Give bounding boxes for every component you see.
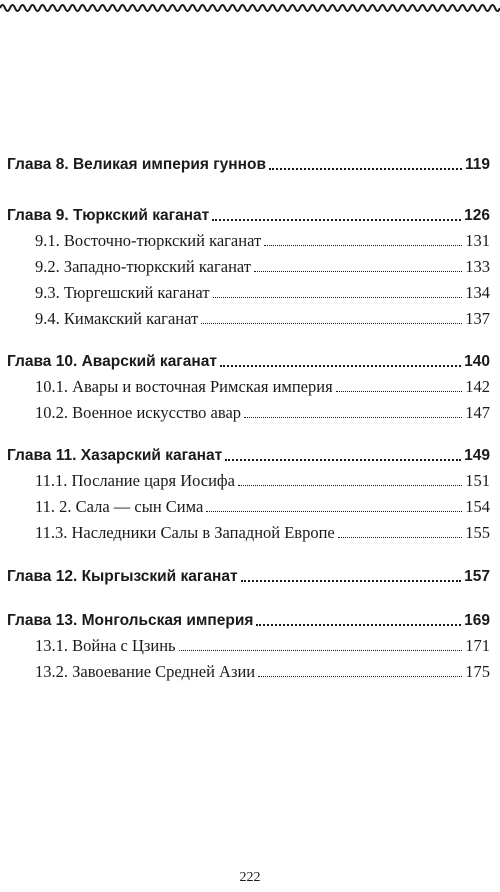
- dot-leader: [225, 459, 461, 461]
- toc-entry-section-10-1[interactable]: [0, 373, 500, 397]
- toc-entry-title: 11.3. Наследники Салы в Западной Европе: [35, 523, 335, 542]
- toc-entry-page: 171: [465, 636, 490, 655]
- toc-entry-section-9-4[interactable]: [0, 305, 500, 329]
- toc-entry-page: 119: [464, 156, 490, 173]
- toc-entry-section-9-2[interactable]: [0, 253, 500, 277]
- dot-leader: [238, 485, 462, 486]
- toc-entry-title: Глава 12. Кыргызский каганат: [7, 568, 238, 585]
- dot-leader: [212, 219, 461, 221]
- toc-entry-title: Глава 9. Тюркский каганат: [7, 207, 210, 224]
- toc-entry-page: 154: [465, 497, 490, 516]
- toc-entry-title: 13.2. Завоевание Средней Азии: [35, 662, 256, 681]
- toc-entry-chapter-9[interactable]: [0, 201, 500, 225]
- toc-entry-page: 155: [465, 523, 490, 542]
- dot-leader: [220, 365, 461, 367]
- dot-leader: [336, 391, 463, 392]
- toc-entry-page: 131: [465, 231, 490, 250]
- toc-entry-section-13-1[interactable]: [0, 632, 500, 656]
- dot-leader: [179, 650, 463, 651]
- toc-entry-title: Глава 13. Монгольская империя: [7, 612, 254, 629]
- dot-leader: [213, 297, 463, 298]
- toc-entry-section-11-1[interactable]: [0, 467, 500, 491]
- toc-entry-page: 169: [464, 612, 490, 629]
- toc-entry-page: 157: [464, 568, 490, 585]
- toc-entry-title: 11.1. Послание царя Иосифа: [35, 471, 235, 490]
- toc-entry-title: 9.2. Западно-тюркский каганат: [35, 257, 252, 276]
- decorative-border-ornament: [0, 0, 500, 22]
- toc-entry-title: Глава 11. Хазарский каганат: [7, 447, 223, 464]
- toc-entry-title: Глава 10. Аварский каганат: [7, 353, 217, 370]
- toc-entry-title: 9.1. Восточно-тюркский каганат: [35, 231, 262, 250]
- toc-entry-title: 9.3. Тюргешский каганат: [35, 283, 210, 302]
- toc-entry-chapter-10[interactable]: [0, 347, 500, 371]
- toc-entry-page: 142: [465, 377, 490, 396]
- toc-entry-page: 133: [465, 257, 490, 276]
- dot-leader: [241, 580, 462, 582]
- toc-entry-section-9-3[interactable]: [0, 279, 500, 303]
- toc-entry-section-13-2[interactable]: [0, 658, 500, 682]
- dot-leader: [264, 245, 462, 246]
- toc-entry-page: 147: [465, 403, 490, 422]
- toc-entry-page: 126: [464, 207, 490, 224]
- dot-leader: [206, 511, 462, 512]
- toc-entry-chapter-8[interactable]: [0, 150, 500, 174]
- dot-leader: [244, 417, 462, 418]
- toc-entry-page: 151: [465, 471, 490, 490]
- dot-leader: [258, 676, 462, 677]
- toc-entry-title: 10.1. Авары и восточная Римская империя: [35, 377, 333, 396]
- dot-leader: [256, 624, 461, 626]
- toc-entry-chapter-13[interactable]: [0, 606, 500, 630]
- toc-entry-title: 9.4. Кимакский каганат: [35, 309, 199, 328]
- toc-entry-section-9-1[interactable]: [0, 227, 500, 251]
- toc-entry-page: 134: [465, 283, 490, 302]
- toc-entry-chapter-12[interactable]: [0, 562, 500, 586]
- toc-entry-page: 137: [465, 309, 490, 328]
- toc-entry-title: 10.2. Военное искусство авар: [35, 403, 242, 422]
- dot-leader: [269, 168, 462, 170]
- dot-leader: [254, 271, 462, 272]
- toc-entry-title: 11. 2. Сала — сын Сима: [35, 497, 204, 516]
- toc-entry-page: 175: [465, 662, 490, 681]
- toc-entry-page: 149: [464, 447, 490, 464]
- page-number: 222: [239, 870, 261, 885]
- toc-entry-chapter-11[interactable]: [0, 441, 500, 465]
- toc-entry-title: 13.1. Война с Цзинь: [35, 636, 176, 655]
- toc-entry-title: Глава 8. Великая империя гуннов: [7, 156, 267, 173]
- dot-leader: [338, 537, 462, 538]
- dot-leader: [201, 323, 462, 324]
- toc-entry-section-11-3[interactable]: [0, 519, 500, 543]
- toc-entry-page: 140: [464, 353, 490, 370]
- toc-entry-section-11-2[interactable]: [0, 493, 500, 517]
- toc-entry-section-10-2[interactable]: [0, 399, 500, 423]
